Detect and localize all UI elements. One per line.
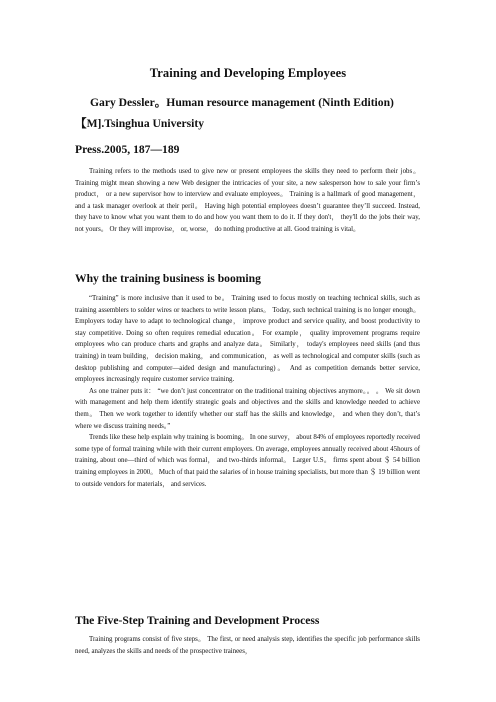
document-title: Training and Developing Employees [149,66,347,80]
section-paragraph: “Training” is more inclusive than it used to be。 Training used to focus mostly on teaching technical skills, such as training assemblers to solder wires or teachers to write lesson plans。 Today, such technical training is no longer enough。 Employers today have to adapt to technological change， improve product and service quality, and boost productivity to stay competitive. Doing so often requires remedial education。 For example， quality improvement programs require employees who can produce charts and graphs and analyze data。 Similarly， today's employees need skills (and thus training) in team building， decision making， and communication， as well as technological and computer skills (such as desktop publishing and computer—aided design and manufacturing)。 And as competition demands better service, employees increasingly require customer service training. [75,295,420,384]
section-paragraph: Training programs consist of five steps。 The first, or need analysis step, identifies the specific job performance skills need, analyzes the skills and needs of the prospective trainees， [75,636,420,655]
section-why-training-body [75,293,420,490]
section-paragraph: As one trainer puts it： “we don’t just concentrator on the traditional training objectives anymore。。 。 We sit down with management and help them identify strategic goals and objectives and the skills and knowledge needed to achieve them。 Then we work together to identify whether our staff has the skills and knowledge， and when they don’t, that’s where we discuss training needs。” [75,387,420,430]
section-heading-why-training: Why the training business is booming [75,272,261,285]
citation-block [75,94,420,130]
section-five-step-body [75,634,420,657]
citation-line-press: Press.2005, 187—189 [75,143,180,156]
section-paragraph: Trends like these help explain why training is booming。 In one survey， about 84% of employees reportedly received some type of formal training while with their current employers. On average, employees annually received about 45hours of training, about one—third of which was formal， and two-thirds informal。 Larger U.S。 firms spent about ＄ 54 billion training employees in 2000。 Much of that paid the salaries of in house training specialists, but more than ＄ 19 billion went to outside vendors for materials， and services. [75,434,420,488]
intro-paragraph: Training refers to the methods used to give new or present employees the skills they need to perform their jobs。 Training might mean showing a new Web designer the intricacies of your site, a new salesperson how to sale your firm’s product， or a new supervisor how to interview and evaluate employees。 Training is a hallmark of good management， and a task manager overlook at their peril。 Having high potential employees doesn’t guarantee they’ll succeed. Instead, they have to know what you want them to do and how you want them to do it. If they don't， they'll do the jobs their way, not yours。 Or they will improvise， or, worse， do nothing productive at all. Good training is vital。 [75,168,420,233]
citation-line-author: Gary Dessler。Human resource management (Ninth Edition) [90,96,394,109]
intro-paragraph-block [75,166,420,236]
section-heading-five-step: The Five-Step Training and Development Process [75,614,320,627]
citation-line-publisher: 【M].Tsinghua University [75,117,205,130]
